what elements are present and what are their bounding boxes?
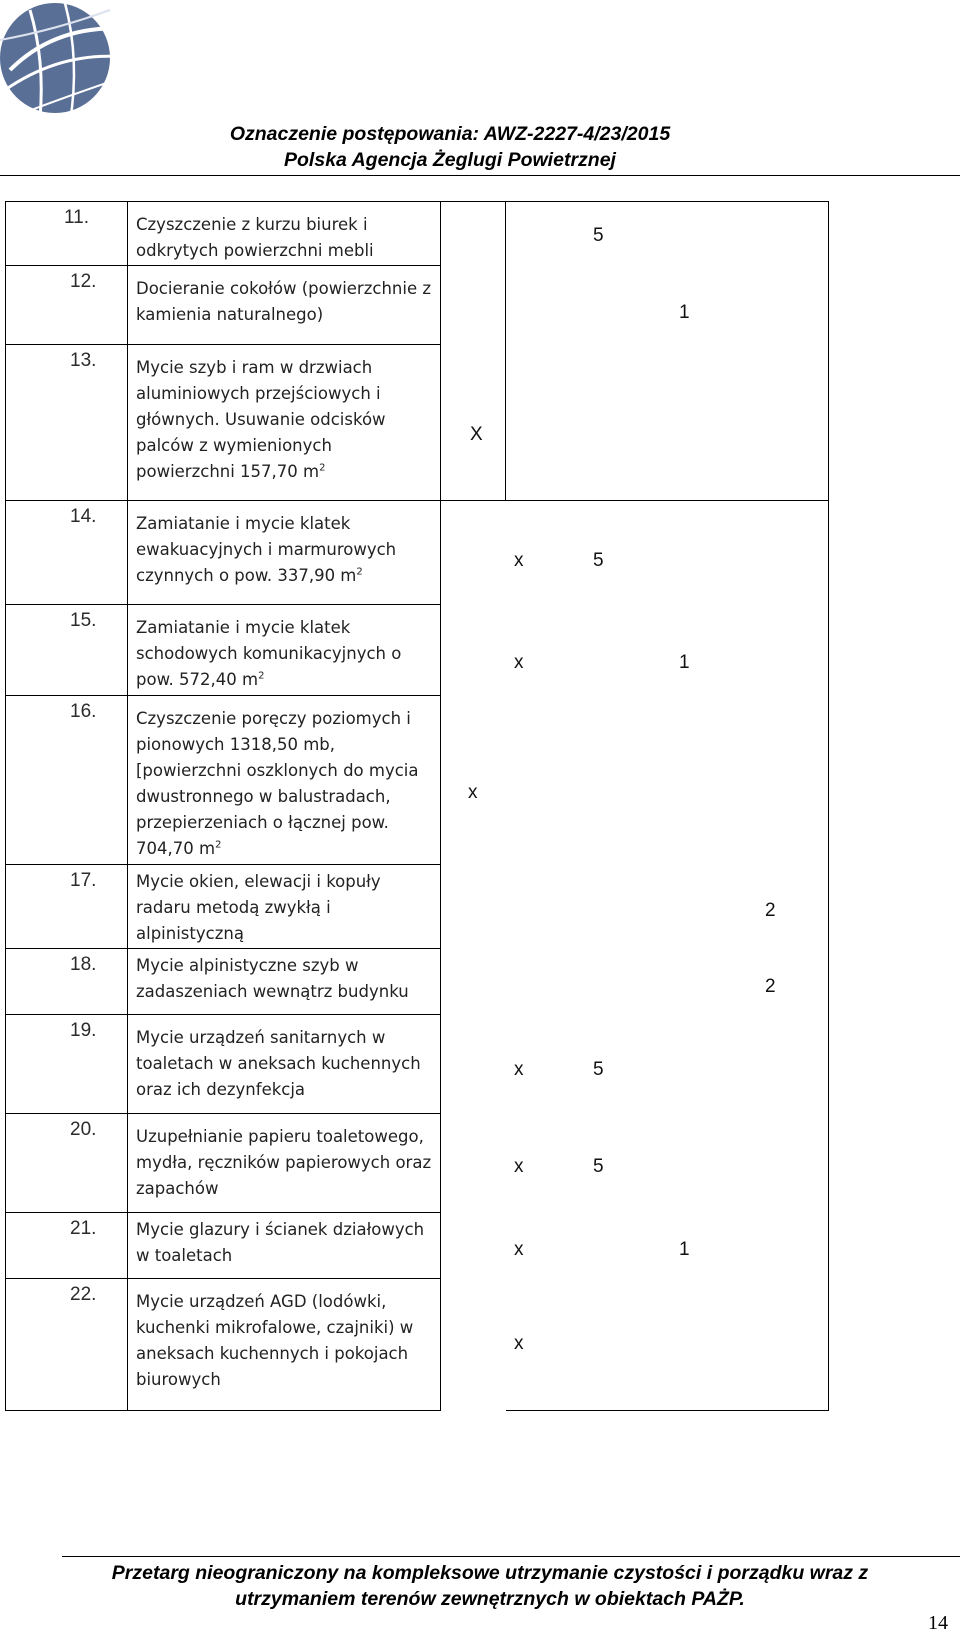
header-divider [0, 175, 960, 176]
row-number: 11. [6, 202, 128, 266]
row-number: 12. [6, 265, 128, 344]
mark-value: x [514, 550, 524, 571]
mark-value: 5 [593, 1059, 604, 1080]
footer-line: Przetarg nieograniczony na kompleksowe utrzymanie czystości i porządku wraz z [111, 1562, 869, 1584]
mark-value: x [468, 782, 478, 803]
row-number: 14. [6, 500, 128, 604]
row-number: 21. [6, 1213, 128, 1279]
footer-divider [62, 1556, 960, 1557]
row-number: 17. [6, 865, 128, 949]
mark-value: 1 [679, 1239, 690, 1260]
row-number: 18. [6, 949, 128, 1015]
mark-value: x [514, 1156, 524, 1177]
row-description: Czyszczenie z kurzu biurek i odkrytych powierzchni mebli [128, 202, 441, 266]
mark-value: x [514, 1239, 524, 1260]
mark-value: 5 [593, 550, 604, 571]
footer-line: utrzymaniem terenów zewnętrznych w obiektach PAŻP. [235, 1588, 745, 1610]
table-row [6, 202, 829, 266]
mark-value: 1 [679, 302, 690, 323]
row-description: Mycie urządzeń AGD (lodówki, kuchenki mikrofalowe, czajniki) w aneksach kuchennych i pokojach biurowych [128, 1279, 441, 1411]
mark-value: x [514, 1333, 524, 1354]
row-number: 19. [6, 1015, 128, 1114]
table-row [6, 500, 829, 604]
mark-value: 2 [765, 976, 776, 997]
mark-value: X [470, 424, 483, 445]
row-number: 16. [6, 696, 128, 865]
row-description: Docieranie cokołów (powierzchnie z kamienia naturalnego) [128, 265, 441, 344]
row-number: 15. [6, 604, 128, 695]
row-description: Mycie urządzeń sanitarnych w toaletach w aneksach kuchennych oraz ich dezynfekcja [128, 1015, 441, 1114]
organization-name: Polska Agencja Żeglugi Powietrznej [284, 149, 616, 171]
row-number: 13. [6, 344, 128, 500]
mark-value: 5 [593, 225, 604, 246]
page-number: 14 [928, 1612, 948, 1634]
services-table [5, 201, 829, 1411]
row-number: 22. [6, 1279, 128, 1411]
row-description: Zamiatanie i mycie klatek schodowych komunikacyjnych o pow. 572,40 $m^2$ [128, 604, 441, 695]
mark-value: x [514, 652, 524, 673]
globe-logo-icon [0, 0, 145, 125]
mark-value: 1 [679, 652, 690, 673]
row-description: Uzupełnianie papieru toaletowego, mydła, ręczników papierowych oraz zapachów [128, 1114, 441, 1213]
mark-value: 2 [765, 900, 776, 921]
row-description: Czyszczenie poręczy poziomych i pionowych 1318,50 mb, [powierzchni oszklonych do mycia dwustronnego w balustradach, przepierzeniach o łącznej pow. 704,70 $m^2$ [128, 696, 441, 865]
row-description: Mycie okien, elewacji i kopuły radaru metodą zwykłą i alpinistyczną [128, 865, 441, 949]
row-number: 20. [6, 1114, 128, 1213]
row-description: Mycie szyb i ram w drzwiach aluminiowych przejściowych i głównych. Usuwanie odcisków palców z wymienionych powierzchni 157,70 $m^2$ [128, 344, 441, 500]
document-reference: Oznaczenie postępowania: AWZ-2227-4/23/2015 [229, 123, 671, 145]
mark-value: 5 [593, 1156, 604, 1177]
row-description: Zamiatanie i mycie klatek ewakuacyjnych i marmurowych czynnych o pow. 337,90 $m^2$ [128, 500, 441, 604]
row-description: Mycie alpinistyczne szyb w zadaszeniach wewnątrz budynku [128, 949, 441, 1015]
mark-value: x [514, 1059, 524, 1080]
row-description: Mycie glazury i ścianek działowych w toaletach [128, 1213, 441, 1279]
